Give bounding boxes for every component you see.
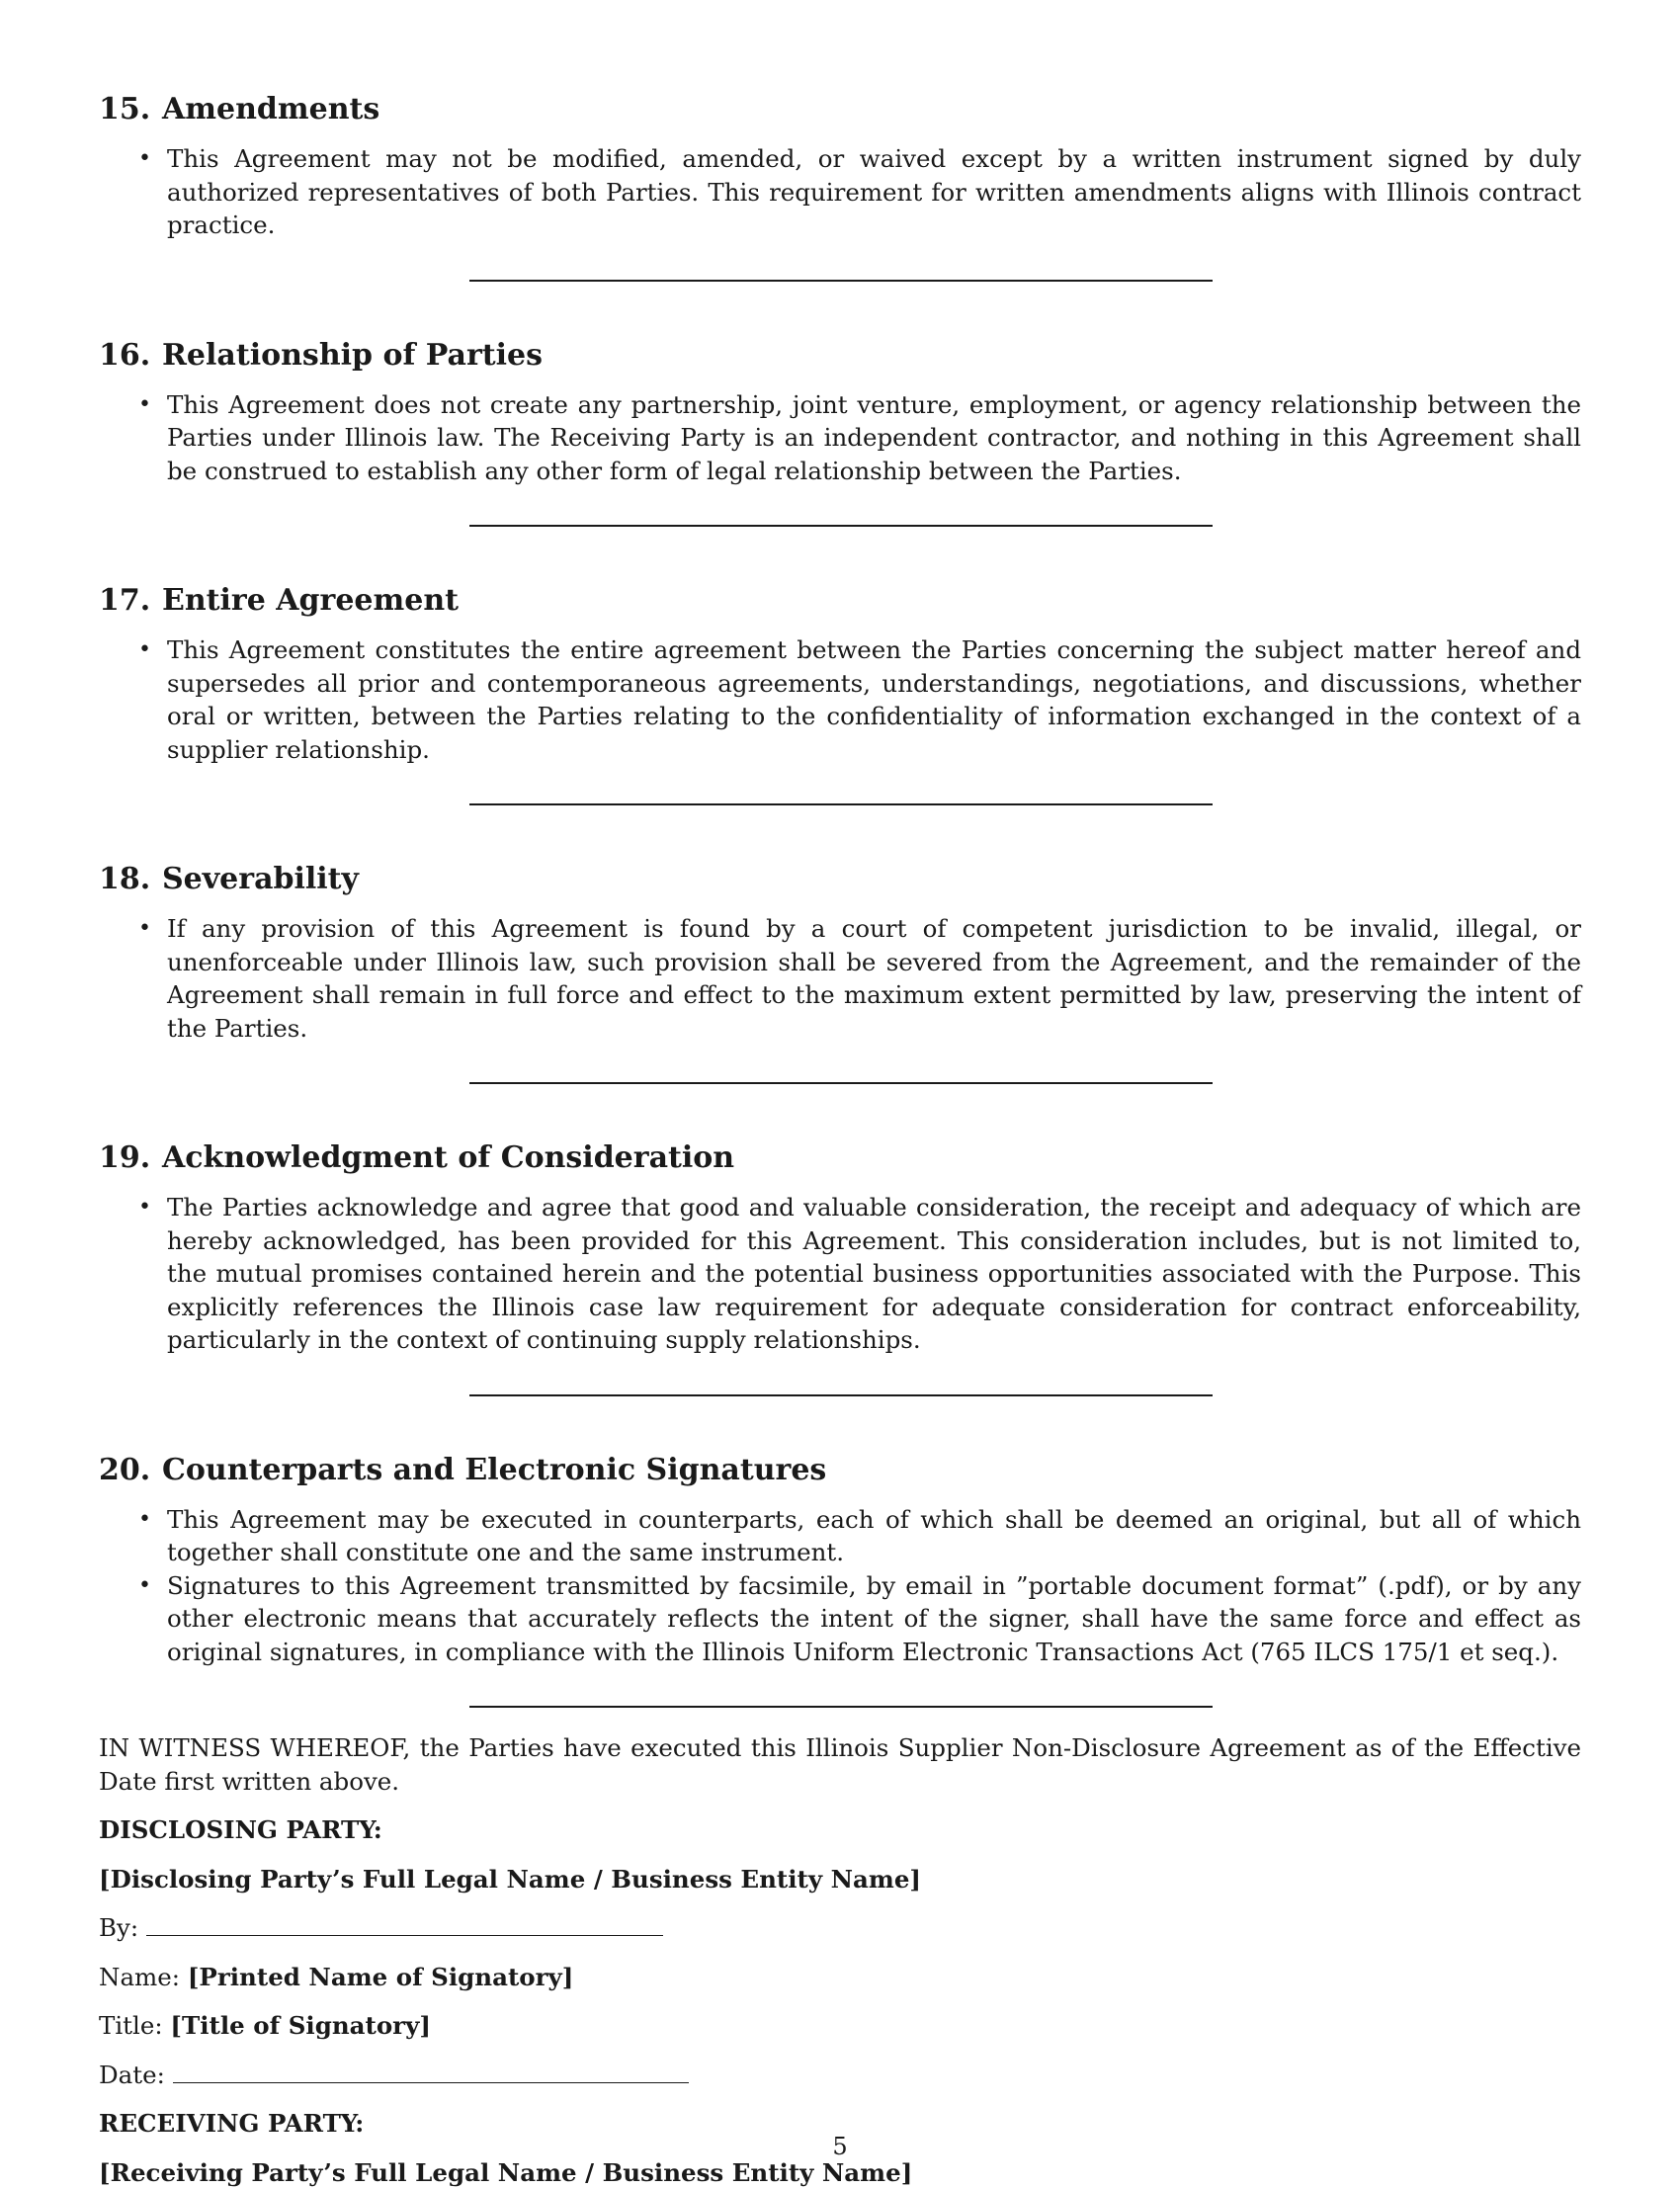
list-item: • This Agreement does not create any partnership, joint venture, employment, or agency relationship between the Parties under Illinois law. The Receiving Party is an independent contractor, and nothing in this Agreement shall be construed to establish any other form of legal relationship between the Parties. [99, 388, 1581, 488]
receiving-party-entity: [Receiving Party’s Full Legal Name / Business Entity Name] [99, 2156, 1581, 2189]
section-heading [99, 1139, 1581, 1177]
date-line [99, 2059, 1581, 2092]
section-number: 18. [99, 861, 162, 898]
by-label: By: [99, 1913, 138, 1942]
section-divider [469, 803, 1213, 805]
section-heading [99, 91, 1581, 128]
bullet-list [99, 1503, 1581, 1669]
section-heading [99, 861, 1581, 898]
title-placeholder: [Title of Signatory] [170, 2011, 431, 2040]
signature-line[interactable] [146, 1913, 663, 1936]
section-number: 19. [99, 1139, 162, 1177]
title-label: Title: [99, 2011, 163, 2040]
list-item: • If any provision of this Agreement is found by a court of competent jurisdiction to be invalid, illegal, or unenforceable under Illinois law, such provision shall be severed from the Agreement, and the remainder of the Agreement shall remain in full force and effect to the maximum extent permitted by law, preserving the intent of the Parties. [99, 912, 1581, 1045]
by-line [99, 1911, 1581, 1945]
section-relationship-of-parties [99, 337, 1581, 488]
page-number: 5 [0, 2133, 1680, 2160]
section-number: 15. [99, 91, 162, 128]
disclosing-party-signature-block [99, 1813, 1581, 2091]
bullet-list [99, 1191, 1581, 1357]
document-page [99, 91, 1581, 2189]
section-severability [99, 861, 1581, 1045]
section-heading [99, 1452, 1581, 1489]
list-item: • Signatures to this Agreement transmitted by facsimile, by email in ”portable document format” (.pdf), or by any other electronic means that accurately reflects the intent of the signer, shall have the same force and effect as original signatures, in compliance with the Illinois Uniform Electronic Transactions Act (765 ILCS 175/1 et seq.). [99, 1569, 1581, 1669]
section-heading [99, 337, 1581, 375]
bullet-list [99, 633, 1581, 766]
disclosing-party-entity: [Disclosing Party’s Full Legal Name / Business Entity Name] [99, 1863, 1581, 1896]
section-divider [469, 280, 1213, 282]
section-number: 17. [99, 582, 162, 620]
section-entire-agreement [99, 582, 1581, 766]
list-item: • This Agreement may not be modified, amended, or waived except by a written instrument signed by duly authorized representatives of both Parties. This requirement for written amendments aligns with Illinois contract practice. [99, 142, 1581, 242]
section-divider [469, 1082, 1213, 1084]
bullet-list [99, 142, 1581, 242]
bullet-list [99, 388, 1581, 488]
date-signature-line[interactable] [173, 2061, 689, 2083]
section-number: 20. [99, 1452, 162, 1489]
name-line [99, 1961, 1581, 1994]
name-label: Name: [99, 1963, 180, 1991]
section-heading [99, 582, 1581, 620]
section-title: Severability [162, 862, 359, 896]
title-line [99, 2009, 1581, 2043]
section-divider [469, 525, 1213, 527]
witness-clause: IN WITNESS WHEREOF, the Parties have executed this Illinois Supplier Non-Disclosure Agreement as of the Effective Date first written above. [99, 1731, 1581, 1798]
section-divider [469, 1394, 1213, 1396]
section-title: Acknowledgment of Consideration [162, 1140, 734, 1175]
section-amendments [99, 91, 1581, 242]
section-counterparts-and-electronic-signatures [99, 1452, 1581, 1669]
section-title: Relationship of Parties [162, 338, 543, 373]
date-label: Date: [99, 2061, 165, 2089]
section-number: 16. [99, 337, 162, 375]
list-item: • This Agreement constitutes the entire agreement between the Parties concerning the subject matter hereof and supersedes all prior and contemporaneous agreements, understandings, negotiations, and discussions, whether oral or written, between the Parties relating to the confidentiality of information exchanged in the context of a supplier relationship. [99, 633, 1581, 766]
section-acknowledgment-of-consideration [99, 1139, 1581, 1357]
receiving-party-heading: RECEIVING PARTY: [99, 2107, 1581, 2141]
section-title: Amendments [162, 92, 379, 126]
section-divider [469, 1706, 1213, 1708]
list-item: • This Agreement may be executed in counterparts, each of which shall be deemed an original, but all of which together shall constitute one and the same instrument. [99, 1503, 1581, 1569]
disclosing-party-heading: DISCLOSING PARTY: [99, 1813, 1581, 1847]
section-title: Counterparts and Electronic Signatures [162, 1453, 826, 1487]
bullet-list [99, 912, 1581, 1045]
section-title: Entire Agreement [162, 583, 459, 618]
printed-name-placeholder: [Printed Name of Signatory] [188, 1963, 574, 1991]
list-item: • The Parties acknowledge and agree that good and valuable consideration, the receipt and adequacy of which are hereby acknowledged, has been provided for this Agreement. This consideration includes, but is not limited to, the mutual promises contained herein and the potential business opportunities associated with the Purpose. This explicitly references the Illinois case law requirement for adequate consideration for contract enforceability, particularly in the context of continuing supply relationships. [99, 1191, 1581, 1357]
